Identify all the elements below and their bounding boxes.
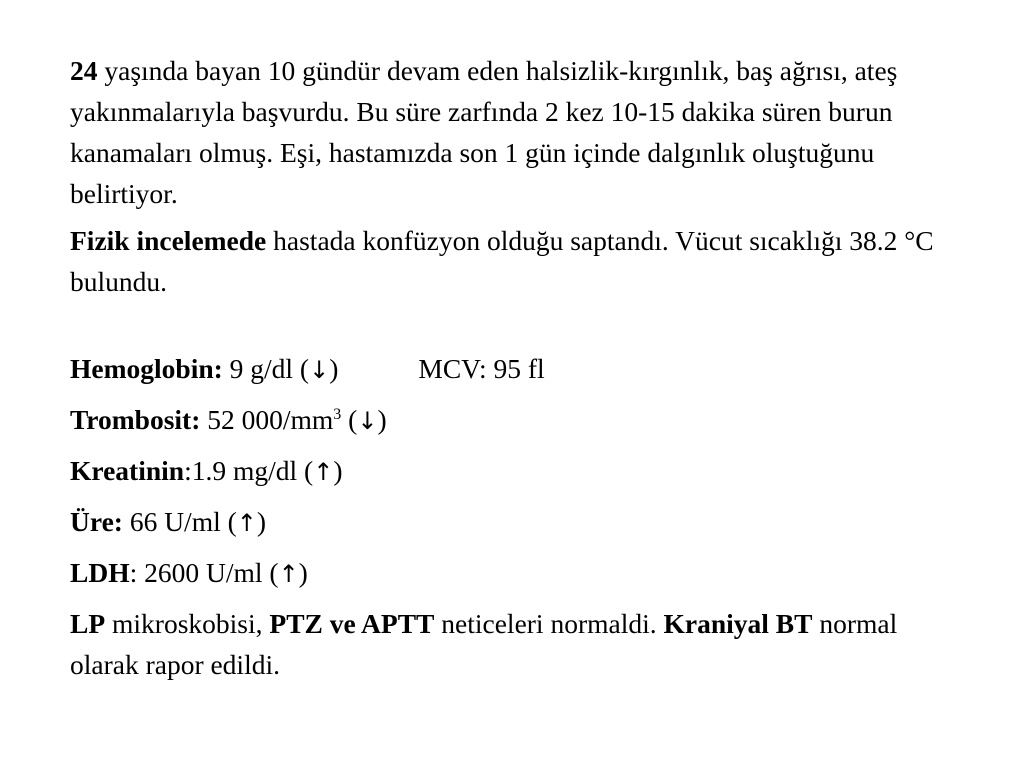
- lab-ure-close: ): [256, 506, 267, 537]
- lab-ldh-label: LDH: [70, 557, 130, 588]
- exam-paragraph: [70, 220, 950, 302]
- lab-hemoglobin-value: 9 g/dl (: [222, 353, 310, 384]
- lab-ldh-close: ): [298, 557, 308, 588]
- lab-ure-value: 66 U/ml (: [122, 506, 237, 537]
- history-paragraph: [70, 50, 950, 214]
- arrow-up-icon: ↑: [313, 458, 334, 486]
- history-text: yaşında bayan 10 gündür devam eden halsizlik-kırgınlık, baş ağrısı, ateş yakınmalarıyla başvurdu. Bu süre zarfında 2 kez 10-15 dakika süren burun kanamaları olmuş. Eşi, hastamızda son 1 gün içinde dalgınlık oluştuğunu belirtiyor.: [70, 55, 898, 209]
- lab-trombosit-label: Trombosit:: [70, 404, 201, 435]
- lab-trombosit: [70, 399, 950, 442]
- arrow-down-icon: ↓: [357, 407, 378, 435]
- arrow-up-icon: ↑: [236, 509, 257, 537]
- conclusion-text-3: normal olarak rapor edildi.: [70, 608, 898, 680]
- lab-mcv: MCV: 95 fl: [418, 353, 545, 384]
- arrow-up-icon: ↑: [278, 560, 299, 588]
- lab-ure-label: Üre:: [70, 506, 123, 537]
- patient-age: 24: [70, 55, 98, 86]
- slide-content: [70, 50, 950, 693]
- lab-trombosit-open: (: [341, 404, 358, 435]
- lab-hemoglobin-close: ): [329, 353, 339, 384]
- conclusion-paragraph: [70, 603, 950, 685]
- lab-ldh: [70, 552, 950, 595]
- lab-ldh-value: : 2600 U/ml (: [129, 557, 279, 588]
- lab-kreatinin-value: :1.9 mg/dl (: [184, 455, 314, 486]
- lab-hemoglobin-label: Hemoglobin:: [70, 353, 223, 384]
- lab-trombosit-close: ): [377, 404, 387, 435]
- lab-kreatinin-label: Kreatinin: [70, 455, 185, 486]
- lab-kreatinin: [70, 450, 950, 493]
- lab-trombosit-value: 52 000/mm: [200, 404, 334, 435]
- lab-trombosit-sup: 3: [333, 405, 342, 423]
- lab-hemoglobin: [70, 348, 950, 391]
- cranial-bt-label: Kraniyal BT: [663, 608, 813, 639]
- conclusion-text-1: mikroskobisi,: [105, 608, 270, 639]
- exam-label: Fizik incelemede: [70, 225, 267, 256]
- lab-kreatinin-close: ): [333, 455, 343, 486]
- lab-ure: [70, 501, 950, 544]
- lp-label: LP: [70, 608, 106, 639]
- ptz-aptt-label: PTZ ve APTT: [269, 608, 435, 639]
- arrow-down-icon: ↓: [309, 356, 330, 384]
- spacer: [70, 302, 950, 348]
- exam-text: hastada konfüzyon olduğu saptandı. Vücut sıcaklığı 38.2 °C bulundu.: [70, 225, 934, 297]
- conclusion-text-2: neticeleri normaldi.: [434, 608, 664, 639]
